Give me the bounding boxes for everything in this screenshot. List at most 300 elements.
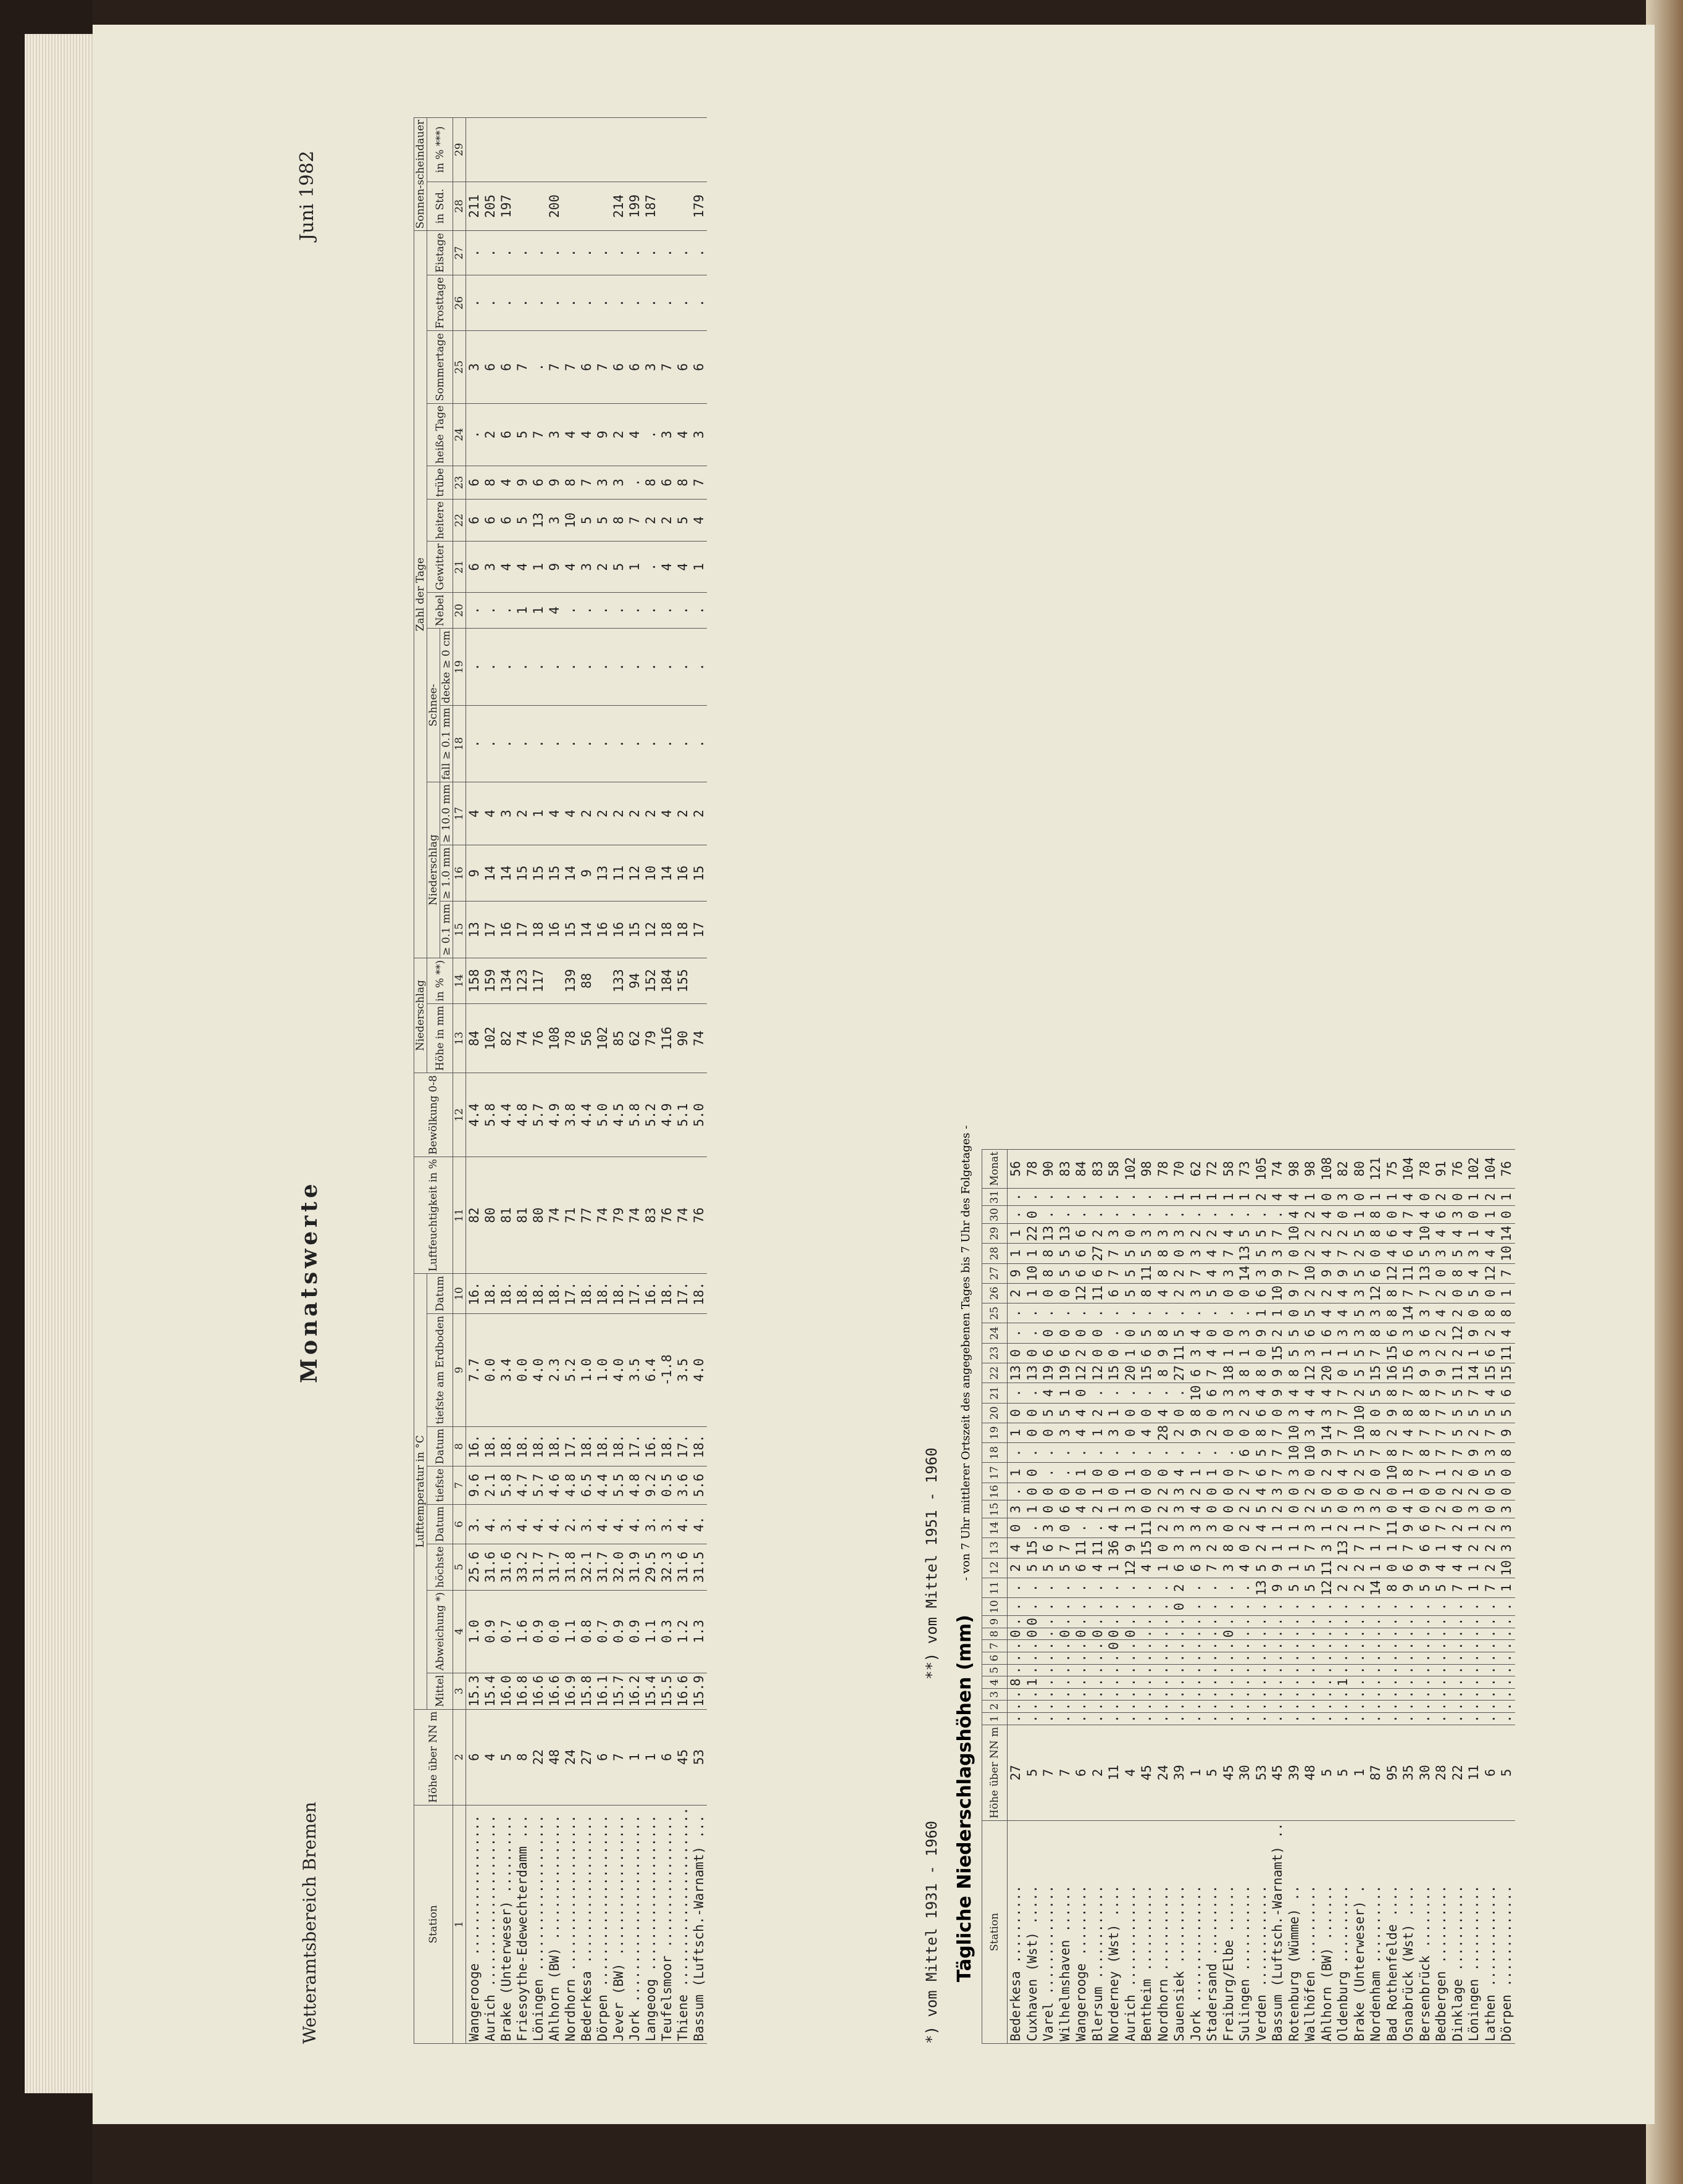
col-mittel: Mittel	[427, 1673, 453, 1709]
table-cell: 4	[1466, 1263, 1482, 1283]
table-cell: 0	[1073, 1323, 1090, 1343]
table-cell: 6	[1253, 1403, 1270, 1423]
table-cell: 4	[466, 782, 483, 845]
table-cell: 6	[659, 466, 675, 500]
table-cell: 0	[1171, 1403, 1188, 1423]
table-cell: 7	[1335, 1244, 1351, 1263]
table-cell: 11	[1171, 1343, 1188, 1363]
table-cell: 1	[1057, 1383, 1074, 1403]
table-cell: 2	[1482, 1538, 1499, 1558]
table-cell: 24	[562, 1709, 578, 1805]
table-cell: 10	[1024, 1263, 1041, 1283]
table-cell: 71	[562, 1157, 578, 1273]
footnote-1: *) vom Mittel 1931 - 1960	[923, 1820, 940, 2044]
table-cell: 5	[1450, 1423, 1466, 1442]
table-cell: .	[1155, 1652, 1172, 1664]
table-cell: 15	[627, 902, 643, 958]
station-name: Wangerooge ..................	[466, 1805, 483, 2043]
table-cell: .	[1106, 1615, 1122, 1628]
table-cell: 4.	[611, 1504, 627, 1544]
table-cell: 1	[1090, 1483, 1106, 1500]
table-cell: .	[1237, 1578, 1253, 1597]
table-cell: 45	[675, 1709, 691, 1805]
table-cell: 5	[1302, 1558, 1319, 1578]
table-cell: .	[1482, 1688, 1499, 1701]
table-cell	[530, 117, 546, 182]
table-cell: 11	[1384, 1518, 1401, 1538]
table-cell: .	[1171, 1615, 1188, 1628]
table-cell: 1	[1073, 1463, 1090, 1483]
table-cell: .	[611, 275, 627, 331]
table-cell	[659, 182, 675, 231]
table-cell: .	[1188, 1652, 1205, 1664]
table-cell: 45	[1269, 1725, 1286, 1820]
col-monat: Monat	[982, 1150, 1008, 1189]
table-cell: 2	[691, 782, 707, 845]
table-cell: .	[530, 629, 546, 706]
table-cell: 12	[1450, 1323, 1466, 1343]
table-cell: .	[1090, 1615, 1106, 1628]
table-row	[1450, 1150, 1466, 2044]
table-cell: 4	[482, 1709, 498, 1805]
table-cell: .	[1122, 1701, 1139, 1713]
table-cell: 155	[675, 958, 691, 1003]
table-cell: 2	[611, 403, 627, 466]
table-cell: 7	[1204, 1558, 1221, 1578]
table-cell: .	[1188, 1688, 1205, 1701]
table-cell: 0.9	[530, 1590, 546, 1673]
col-abweichung: Abweichung *)	[427, 1590, 453, 1673]
table-cell: 1	[1498, 1578, 1515, 1597]
table-cell: 3	[1204, 1518, 1221, 1538]
table-cell: .	[1482, 1652, 1499, 1664]
table-cell: .	[1221, 1701, 1237, 1713]
table-cell: 2	[1466, 1483, 1482, 1500]
table-row	[1319, 1150, 1335, 2044]
table-cell: 117	[530, 958, 546, 1003]
table-cell: .	[1073, 1701, 1090, 1713]
station-name: Varel ..............	[1040, 1820, 1057, 2043]
table-cell: 1	[1188, 1188, 1205, 1206]
table-cell: 8	[1498, 1443, 1515, 1463]
period-label: Juni 1982	[296, 150, 318, 241]
table-cell: 9	[1319, 1443, 1335, 1463]
table-cell: 22	[530, 1709, 546, 1805]
table-cell: .	[1466, 1615, 1482, 1628]
table-cell: 13	[1417, 1263, 1434, 1283]
table-cell: 1	[1498, 1188, 1515, 1206]
table-cell: 3.8	[562, 1073, 578, 1157]
col-frosttage: Frosttage	[427, 275, 453, 331]
table-cell: .	[1040, 1206, 1057, 1224]
table-cell: .	[1155, 1676, 1172, 1689]
table-cell: 2	[1090, 1725, 1106, 1820]
table-cell: 3	[1122, 1500, 1139, 1518]
table-cell: .	[1138, 1676, 1155, 1689]
table-cell: 3.6	[675, 1466, 691, 1504]
table-cell: 8	[1253, 1423, 1270, 1442]
table-cell: 91	[1433, 1150, 1450, 1189]
table-cell: .	[1204, 1713, 1221, 1725]
table-cell: 76	[530, 1003, 546, 1073]
table-cell: .	[1138, 1701, 1155, 1713]
table-cell: 6	[1302, 1323, 1319, 1343]
table-cell: 4.	[691, 1504, 707, 1544]
table-cell: 76	[1498, 1150, 1515, 1189]
table-cell: .	[1024, 1598, 1041, 1616]
table-cell: .	[1188, 1578, 1205, 1597]
table-cell: 8	[1498, 1303, 1515, 1323]
table-cell: 1	[1253, 1303, 1270, 1323]
table-cell: 0	[1106, 1463, 1122, 1483]
table-cell: 53	[691, 1709, 707, 1805]
table-cell: .	[1368, 1615, 1384, 1628]
table-cell: 2	[1433, 1188, 1450, 1206]
table-cell: .	[578, 629, 595, 706]
table-cell: 5	[1302, 1578, 1319, 1597]
table-cell: .	[1417, 1628, 1434, 1640]
table-cell: 4	[1450, 1538, 1466, 1558]
day-header: 27	[982, 1263, 1008, 1283]
column-numbers	[453, 117, 466, 2043]
table-cell: 4	[1073, 1500, 1090, 1518]
table-cell: 184	[659, 958, 675, 1003]
table-cell: 4	[1073, 1423, 1090, 1442]
table-cell: 5	[1138, 1323, 1155, 1343]
table-cell: .	[611, 231, 627, 275]
table-cell: 11	[1138, 1263, 1155, 1283]
table-cell: .	[659, 629, 675, 706]
table-cell: 0	[1498, 1206, 1515, 1224]
table-cell: .	[691, 592, 707, 628]
col-niederschlag: Niederschlag	[414, 958, 427, 1073]
table-cell: 0	[1384, 1483, 1401, 1500]
table-cell: .	[1073, 1652, 1090, 1664]
table-cell: 13	[1335, 1538, 1351, 1558]
table-cell: 12	[1302, 1363, 1319, 1383]
table-cell: .	[1188, 1615, 1205, 1628]
table-cell: 0	[1221, 1628, 1237, 1640]
table-cell: 4.9	[546, 1073, 562, 1157]
table-cell: .	[1384, 1628, 1401, 1640]
table-cell: 1	[1106, 1558, 1122, 1578]
table-cell: 13	[1008, 1363, 1024, 1383]
table-cell: 10	[1351, 1423, 1368, 1442]
table-cell: 1	[1351, 1725, 1368, 1820]
table-cell: .	[1122, 1188, 1139, 1206]
column-number: 13	[453, 1003, 466, 1073]
col-n1: ≥ 1.0 mm	[440, 845, 453, 902]
table-cell: 3	[1188, 1538, 1205, 1558]
table-cell: .	[1400, 1615, 1417, 1628]
table-cell: 5	[1122, 1263, 1139, 1283]
table-cell: 0	[1024, 1483, 1041, 1500]
day-header: 7	[982, 1640, 1008, 1652]
table-cell: 3	[1482, 1443, 1499, 1463]
table-cell: .	[1155, 1303, 1172, 1323]
column-number: 7	[453, 1466, 466, 1504]
table-cell: 5	[1417, 1244, 1434, 1263]
table-cell: 0	[1368, 1463, 1384, 1483]
col-bewoelkung: Bewölkung 0-8	[414, 1073, 453, 1157]
table-cell: 6	[530, 466, 546, 500]
table-cell: 5	[1057, 1263, 1074, 1283]
table-cell: .	[1090, 1578, 1106, 1597]
table-cell: .	[1008, 1443, 1024, 1463]
station-name: Osnabrück (Wst) ....	[1400, 1820, 1417, 2043]
table-cell: 3	[1351, 1283, 1368, 1303]
table-cell: 78	[562, 1003, 578, 1073]
table-cell: 6	[1417, 1323, 1434, 1343]
table-cell: 16.2	[627, 1673, 643, 1709]
table-cell: 5	[1433, 1578, 1450, 1597]
table-cell: 0	[1008, 1343, 1024, 1363]
table-cell: 45	[1138, 1725, 1155, 1820]
table-cell: 3	[498, 782, 514, 845]
station-name: Jork ........................	[627, 1805, 643, 2043]
table-cell: 1	[1433, 1463, 1450, 1483]
table-cell: 18.	[530, 1274, 546, 1314]
table-cell: .	[1040, 1578, 1057, 1597]
table-cell: 12	[1073, 1283, 1090, 1303]
table-cell: 2	[1253, 1188, 1270, 1206]
table-cell: .	[546, 231, 562, 275]
table-cell: .	[1057, 1652, 1074, 1664]
table-cell: .	[1286, 1664, 1303, 1676]
table-cell: 2	[1237, 1500, 1253, 1518]
table-cell: 3	[1286, 1403, 1303, 1423]
table-cell: 5.8	[627, 1073, 643, 1157]
table-cell: 4	[1122, 1725, 1139, 1820]
table-cell: .	[1138, 1206, 1155, 1224]
table-cell: 0	[1450, 1283, 1466, 1303]
table-cell: .	[530, 705, 546, 782]
table-cell: 1	[1008, 1244, 1024, 1263]
table-cell: 16.0	[498, 1673, 514, 1709]
table-cell: 31.7	[546, 1544, 562, 1590]
table-cell: 139	[562, 958, 578, 1003]
table-cell: 10	[562, 499, 578, 542]
table-cell: 6	[691, 331, 707, 403]
table-cell: 7	[578, 466, 595, 500]
table-cell: .	[1400, 1664, 1417, 1676]
table-cell: 1	[1466, 1578, 1482, 1597]
table-cell: 152	[643, 958, 659, 1003]
table-cell: 4	[691, 499, 707, 542]
table-cell: 7	[1368, 1443, 1384, 1463]
table-cell: 15.4	[643, 1673, 659, 1709]
table-cell: 4	[1286, 1188, 1303, 1206]
table-cell: 9	[1188, 1423, 1205, 1442]
table-cell: 32.0	[611, 1544, 627, 1590]
table-cell: 9	[1400, 1518, 1417, 1538]
table-row	[1171, 1150, 1188, 2044]
table-cell: 1	[1286, 1558, 1303, 1578]
table-cell: 4	[1237, 1558, 1253, 1578]
table-cell: 7	[1450, 1443, 1466, 1463]
table-cell: .	[1221, 1640, 1237, 1652]
table-cell: .	[1155, 1443, 1172, 1463]
table-cell: 0	[1417, 1188, 1434, 1206]
table-cell: .	[1269, 1701, 1286, 1713]
table-cell: 3	[691, 403, 707, 466]
table-cell: -1.8	[659, 1313, 675, 1426]
table-cell: 8	[1417, 1403, 1434, 1423]
table-cell: 4	[1400, 1500, 1417, 1518]
table-cell: .	[1302, 1664, 1319, 1676]
table-cell: 1	[1122, 1463, 1139, 1483]
table-cell: 0	[1057, 1518, 1074, 1538]
table-cell: 211	[466, 182, 483, 231]
table-cell: 3	[482, 542, 498, 592]
table-cell: 6	[498, 331, 514, 403]
table-cell: 62	[627, 1003, 643, 1073]
table-cell: .	[498, 629, 514, 706]
col-schneedecke: decke ≥ 0 cm	[440, 629, 453, 706]
table-cell: .	[1155, 1383, 1172, 1403]
table-cell	[546, 117, 562, 182]
table-cell: 16	[1384, 1363, 1401, 1383]
table-cell: 98	[1302, 1150, 1319, 1189]
table-cell: 0.9	[627, 1590, 643, 1673]
table-cell: 0	[1138, 1500, 1155, 1518]
column-number: 19	[453, 629, 466, 706]
table-cell: 3	[1302, 1423, 1319, 1442]
table-cell: 18	[675, 902, 691, 958]
column-number: 11	[453, 1157, 466, 1273]
table-cell: .	[1171, 1652, 1188, 1664]
table-cell: 3	[1319, 1538, 1335, 1558]
table-cell: 12	[627, 845, 643, 902]
table-cell: .	[1106, 1443, 1122, 1463]
table-cell: 3	[1498, 1518, 1515, 1538]
table-cell: 18.	[595, 1426, 611, 1466]
table-cell: 6	[1073, 1263, 1090, 1283]
table-cell: 0	[1302, 1463, 1319, 1483]
table-cell: 6	[466, 1709, 483, 1805]
table-cell: 7	[1302, 1538, 1319, 1558]
table-cell: 5	[1040, 1558, 1057, 1578]
station-name: Brake (Unterweser) .	[1351, 1820, 1368, 2043]
table-cell: 14	[1368, 1578, 1384, 1597]
table-cell: 0	[1237, 1283, 1253, 1303]
table-cell: 5	[1351, 1343, 1368, 1363]
table-cell: 2	[1188, 1483, 1205, 1500]
table-cell: .	[1138, 1664, 1155, 1676]
table-cell: .	[1302, 1713, 1319, 1725]
table-cell: 9	[1433, 1363, 1450, 1383]
table-cell: 3	[1188, 1343, 1205, 1363]
table-cell: .	[1253, 1598, 1270, 1616]
table-cell: 3	[1351, 1323, 1368, 1343]
table-cell: 0	[1286, 1244, 1303, 1263]
table-cell: .	[1138, 1598, 1155, 1616]
table-cell: 0	[1368, 1403, 1384, 1423]
table-cell: 31.7	[595, 1544, 611, 1590]
table-cell: .	[1090, 1188, 1106, 1206]
table-cell: .	[1384, 1688, 1401, 1701]
table-cell	[595, 117, 611, 182]
day-header: 17	[982, 1463, 1008, 1483]
table-cell: 7	[1040, 1725, 1057, 1820]
table-cell: 16.6	[546, 1673, 562, 1709]
table-cell: 76	[659, 1157, 675, 1273]
table-cell: 2	[1204, 1423, 1221, 1442]
table-cell: 11	[1450, 1363, 1466, 1383]
table-cell: 5	[1498, 1403, 1515, 1423]
table-cell: 0	[1138, 1483, 1155, 1500]
table-cell: 0	[1482, 1483, 1499, 1500]
table-cell: .	[659, 275, 675, 331]
table-cell: .	[1122, 1640, 1139, 1652]
table-cell: 3.	[659, 1504, 675, 1544]
table-cell: 0	[1221, 1423, 1237, 1442]
table-cell: 4.4	[498, 1073, 514, 1157]
column-number: 26	[453, 275, 466, 331]
table-cell: 5	[498, 1709, 514, 1805]
table-cell: .	[1269, 1640, 1286, 1652]
table-cell: .	[1008, 1188, 1024, 1206]
table-cell: 1	[1024, 1676, 1041, 1689]
table-cell: .	[1106, 1676, 1122, 1689]
table-cell: 102	[1466, 1150, 1482, 1189]
station-name: Aurich ......................	[482, 1805, 498, 2043]
table-cell: 6	[1400, 1244, 1417, 1263]
table-cell: .	[1024, 1303, 1041, 1323]
table-cell: 6	[1417, 1538, 1434, 1558]
table-cell: .	[1138, 1383, 1155, 1403]
table-cell: 8	[1155, 1363, 1172, 1383]
table-cell: .	[1384, 1701, 1401, 1713]
table-cell: .	[1286, 1598, 1303, 1616]
table-cell: .	[1384, 1676, 1401, 1689]
table-cell: .	[1319, 1713, 1335, 1725]
table-cell: 18.	[578, 1274, 595, 1314]
table-cell: 1	[1482, 1206, 1499, 1224]
table-cell: 7	[1400, 1443, 1417, 1463]
table-cell: 2	[1253, 1538, 1270, 1558]
table-cell: 7	[1188, 1263, 1205, 1283]
rotated-content	[93, 25, 1655, 2124]
col-truebe: trübe	[427, 466, 453, 500]
table-cell: 7	[1482, 1578, 1499, 1597]
table-cell: 18.	[659, 1274, 675, 1314]
table-cell: 7	[1335, 1383, 1351, 1403]
table-cell: .	[1204, 1598, 1221, 1616]
table-cell: .	[1368, 1652, 1384, 1664]
table-cell: 2	[1237, 1518, 1253, 1538]
table-cell: 9	[1269, 1558, 1286, 1578]
table-cell: 13	[530, 499, 546, 542]
table-cell: 5	[1482, 1403, 1499, 1423]
table-cell: .	[1040, 1664, 1057, 1676]
table-cell: 6	[1319, 1323, 1335, 1343]
table-cell: 4	[1417, 1206, 1434, 1224]
table-cell: 9	[1269, 1263, 1286, 1283]
table-cell: 9	[514, 466, 530, 500]
table-cell: .	[1008, 1615, 1024, 1628]
table-cell: 0	[1073, 1383, 1090, 1403]
table-cell: .	[1106, 1664, 1122, 1676]
table-cell: 19	[1040, 1363, 1057, 1383]
table-cell: .	[1498, 1664, 1515, 1676]
table-cell: .	[611, 629, 627, 706]
table-cell: 0	[1138, 1403, 1155, 1423]
table-cell: 9	[1417, 1363, 1434, 1383]
table-cell: 15	[546, 845, 562, 902]
table-cell: 0	[1498, 1483, 1515, 1500]
table-cell: 8	[1417, 1383, 1434, 1403]
